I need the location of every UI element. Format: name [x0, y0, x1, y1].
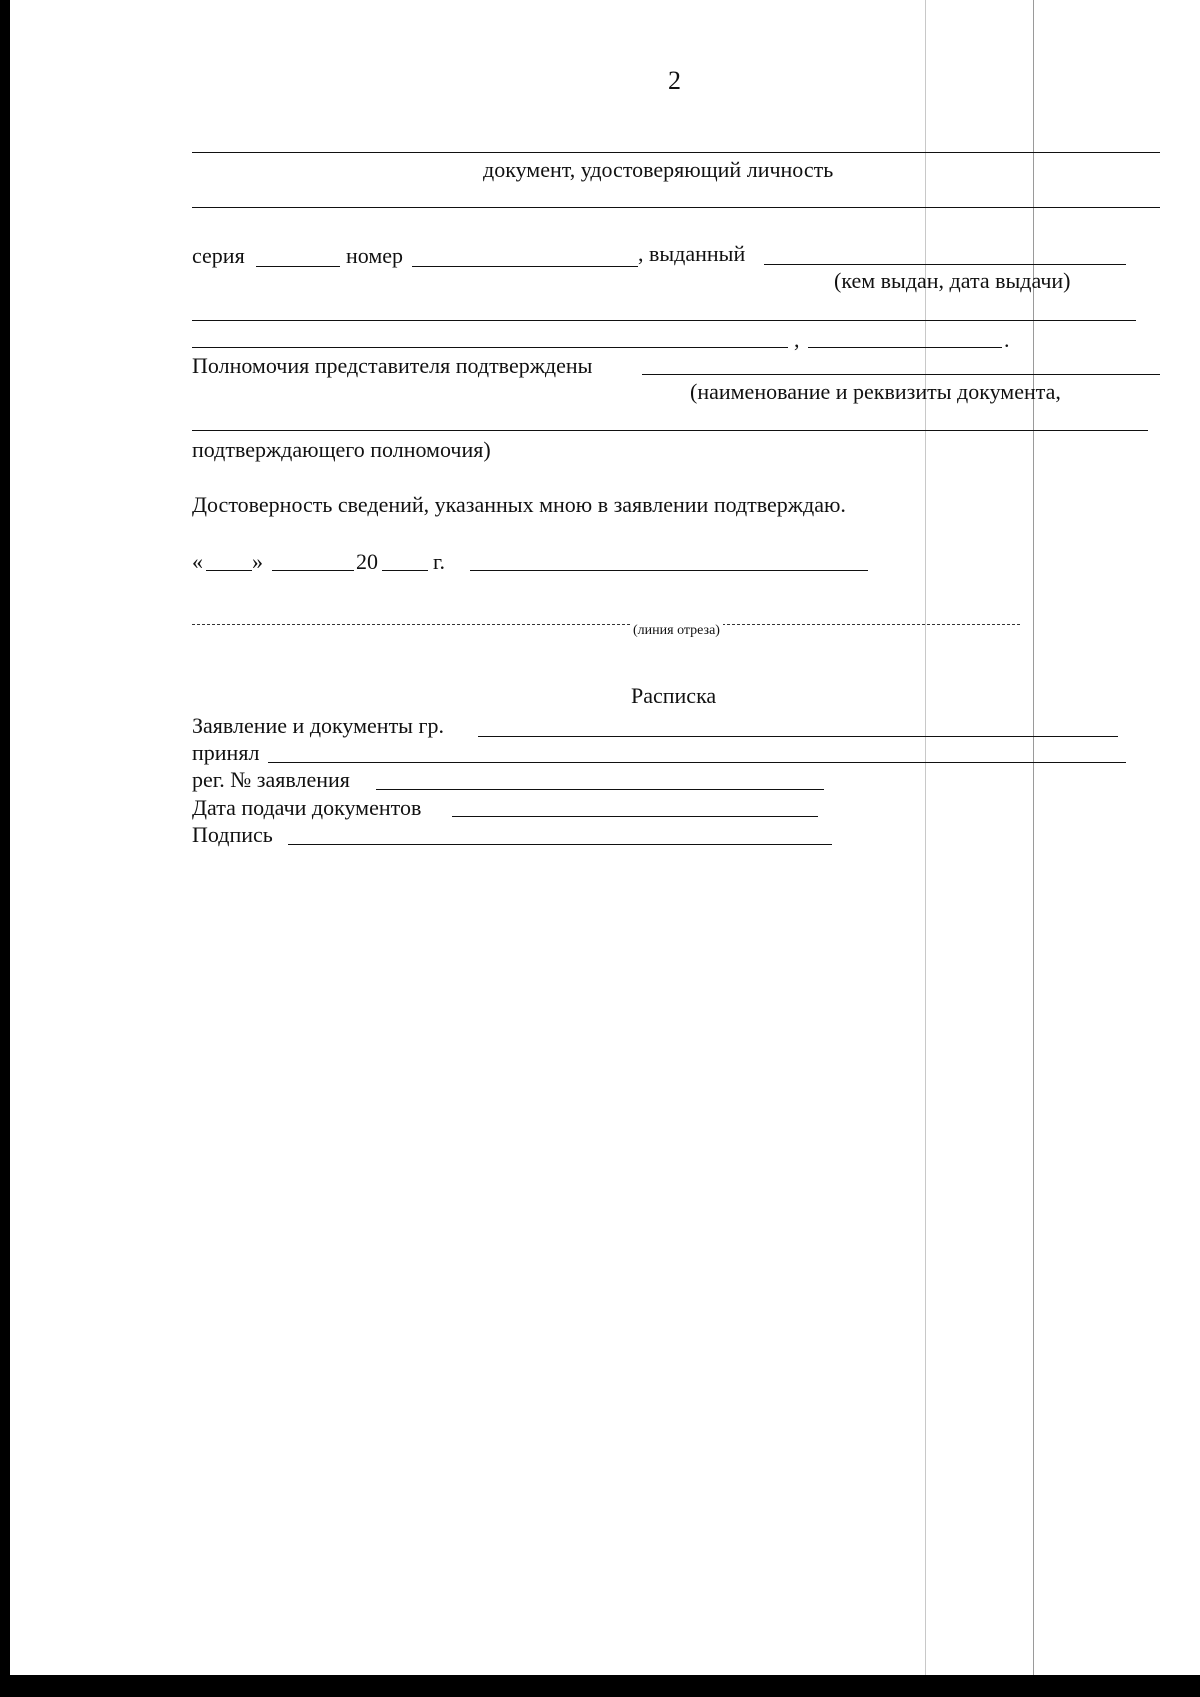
number-field[interactable] — [412, 266, 638, 267]
issued-by-field-line-2[interactable] — [192, 320, 1136, 321]
receipt-accepted-by-label: принял — [192, 740, 260, 765]
authority-document-field[interactable] — [642, 374, 1160, 375]
identity-document-caption: документ, удостоверяющий личность — [483, 157, 834, 182]
confirmation-text: Достоверность сведений, указанных мною в заявлении подтверждаю. — [192, 492, 846, 517]
issued-by-field[interactable] — [764, 264, 1126, 265]
authority-document-field-line-2[interactable] — [192, 430, 1148, 431]
cut-line-label: (линия отреза) — [630, 624, 723, 638]
receipt-applicant-label: Заявление и документы гр. — [192, 713, 444, 738]
signature-field[interactable] — [470, 570, 868, 571]
page-number: 2 — [668, 66, 681, 95]
authority-hint-line-2: подтверждающего полномочия) — [192, 437, 491, 462]
receipt-accepted-by-field[interactable] — [268, 762, 1126, 763]
series-field[interactable] — [256, 266, 340, 267]
date-open-quote: « — [192, 549, 203, 574]
number-label: номер — [346, 243, 404, 268]
year-prefix: 20 — [356, 549, 378, 574]
year-field[interactable] — [382, 570, 428, 571]
identity-document-field-line-2[interactable] — [192, 207, 1160, 208]
issued-by-field-line-3[interactable] — [192, 347, 788, 348]
receipt-title: Расписка — [631, 683, 717, 708]
receipt-submission-date-label: Дата подачи документов — [192, 795, 422, 820]
issue-date-field[interactable] — [808, 347, 1002, 348]
authority-hint-line-1: (наименование и реквизиты документа, — [690, 379, 1061, 404]
day-field[interactable] — [206, 570, 252, 571]
date-close-quote: » — [252, 549, 263, 574]
cut-line — [192, 624, 1020, 625]
receipt-reg-number-field[interactable] — [376, 789, 824, 790]
identity-document-field-line[interactable] — [192, 152, 1160, 153]
issued-label: , выданный — [638, 241, 746, 266]
receipt-reg-number-label: рег. № заявления — [192, 767, 350, 792]
receipt-submission-date-field[interactable] — [452, 816, 818, 817]
scan-border-bottom — [0, 1675, 1200, 1697]
month-field[interactable] — [272, 570, 354, 571]
issued-by-hint: (кем выдан, дата выдачи) — [834, 268, 1071, 293]
comma-separator: , — [794, 327, 800, 352]
receipt-signature-label: Подпись — [192, 822, 273, 847]
receipt-applicant-field[interactable] — [478, 736, 1118, 737]
series-label: серия — [192, 243, 245, 268]
period-mark: . — [1004, 327, 1010, 352]
year-suffix: г. — [433, 549, 446, 574]
authority-label: Полномочия представителя подтверждены — [192, 353, 593, 378]
receipt-signature-field[interactable] — [288, 844, 832, 845]
